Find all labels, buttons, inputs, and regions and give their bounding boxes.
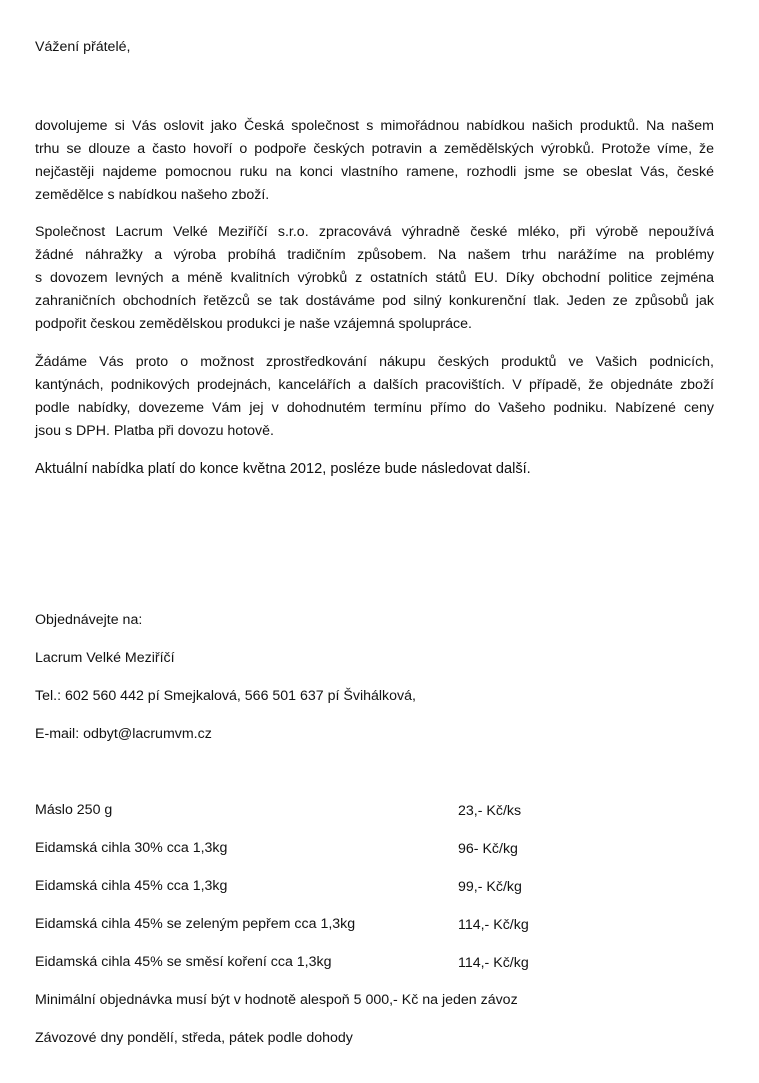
minimum-order: Minimální objednávka musí být v hodnotě alespoň 5 000,- Kč na jeden závoz [35, 992, 518, 1008]
phone-contact: Tel.: 602 560 442 pí Smejkalová, 566 501 637 pí Švihálková, [35, 688, 416, 704]
product-name: Máslo 250 g [35, 802, 113, 818]
paragraph-company [35, 221, 714, 336]
offer-validity: Aktuální nabídka platí do konce května 2012, posléze bude následovat další. [35, 461, 531, 477]
order-label: Objednávejte na: [35, 612, 143, 628]
paragraph-line: Žádáme Vás proto o možnost zprostředkování nákupu českých produktů ve Vašich podnicích, [35, 354, 714, 370]
paragraph-line: podle nabídky, dovezeme Vám jej v dohodnutém termínu přímo do Vašeho podniku. Nabízené ceny [35, 400, 714, 416]
delivery-days: Závozové dny pondělí, středa, pátek podle dohody [35, 1030, 353, 1046]
paragraph-line: žádné náhražky a výroba probíhá tradičním způsobem. Na našem trhu narážíme na problémy [35, 247, 714, 263]
company-name: Lacrum Velké Meziříčí [35, 650, 175, 666]
product-name: Eidamská cihla 30% cca 1,3kg [35, 840, 228, 856]
paragraph-line: trhu se dlouze a často hovoří o podpoře českých potravin a zemědělských výrobků. Protože víme, že [35, 141, 714, 157]
product-price: 99,- Kč/kg [458, 879, 522, 895]
product-name: Eidamská cihla 45% cca 1,3kg [35, 878, 228, 894]
paragraph-line: s dovozem levných a méně kvalitních výrobků z ostatních států EU. Díky obchodní politice zejména [35, 270, 714, 286]
product-price: 96- Kč/kg [458, 841, 518, 857]
paragraph-line: zahraničních obchodních řetězců se tak dostáváme pod silný konkurenční tlak. Jeden ze způsobů jak [35, 293, 714, 309]
product-name: Eidamská cihla 45% se směsí koření cca 1,3kg [35, 954, 332, 970]
product-name: Eidamská cihla 45% se zeleným pepřem cca 1,3kg [35, 916, 356, 932]
product-price: 114,- Kč/kg [458, 917, 529, 933]
product-price: 114,- Kč/kg [458, 955, 529, 971]
email-contact: E-mail: odbyt@lacrumvm.cz [35, 726, 212, 742]
paragraph-line: jsou s DPH. Platba při dovozu hotově. [35, 423, 274, 439]
greeting: Vážení přátelé, [35, 39, 131, 55]
paragraph-line: dovolujeme si Vás oslovit jako Česká společnost s mimořádnou nabídkou našich produktů. Na našem [35, 118, 714, 134]
paragraph-request [35, 351, 714, 443]
paragraph-line: podpořit českou zemědělskou produkci je naše vzájemná spolupráce. [35, 316, 472, 332]
paragraph-intro [35, 115, 714, 207]
product-price: 23,- Kč/ks [458, 803, 522, 819]
paragraph-line: Společnost Lacrum Velké Meziříčí s.r.o. zpracovává výhradně české mléko, při výrobě nepoužívá [35, 224, 714, 240]
paragraph-line: kantýnách, podnikových prodejnách, kancelářích a dalších pracovištích. V případě, že objednáte zboží [35, 377, 714, 393]
paragraph-line: zemědělce s nabídkou našeho zboží. [35, 187, 270, 203]
paragraph-line: nejčastěji najdeme pomocnou ruku na konci vlastního ramene, rozhodli jsme se obeslat Vás, české [35, 164, 714, 180]
